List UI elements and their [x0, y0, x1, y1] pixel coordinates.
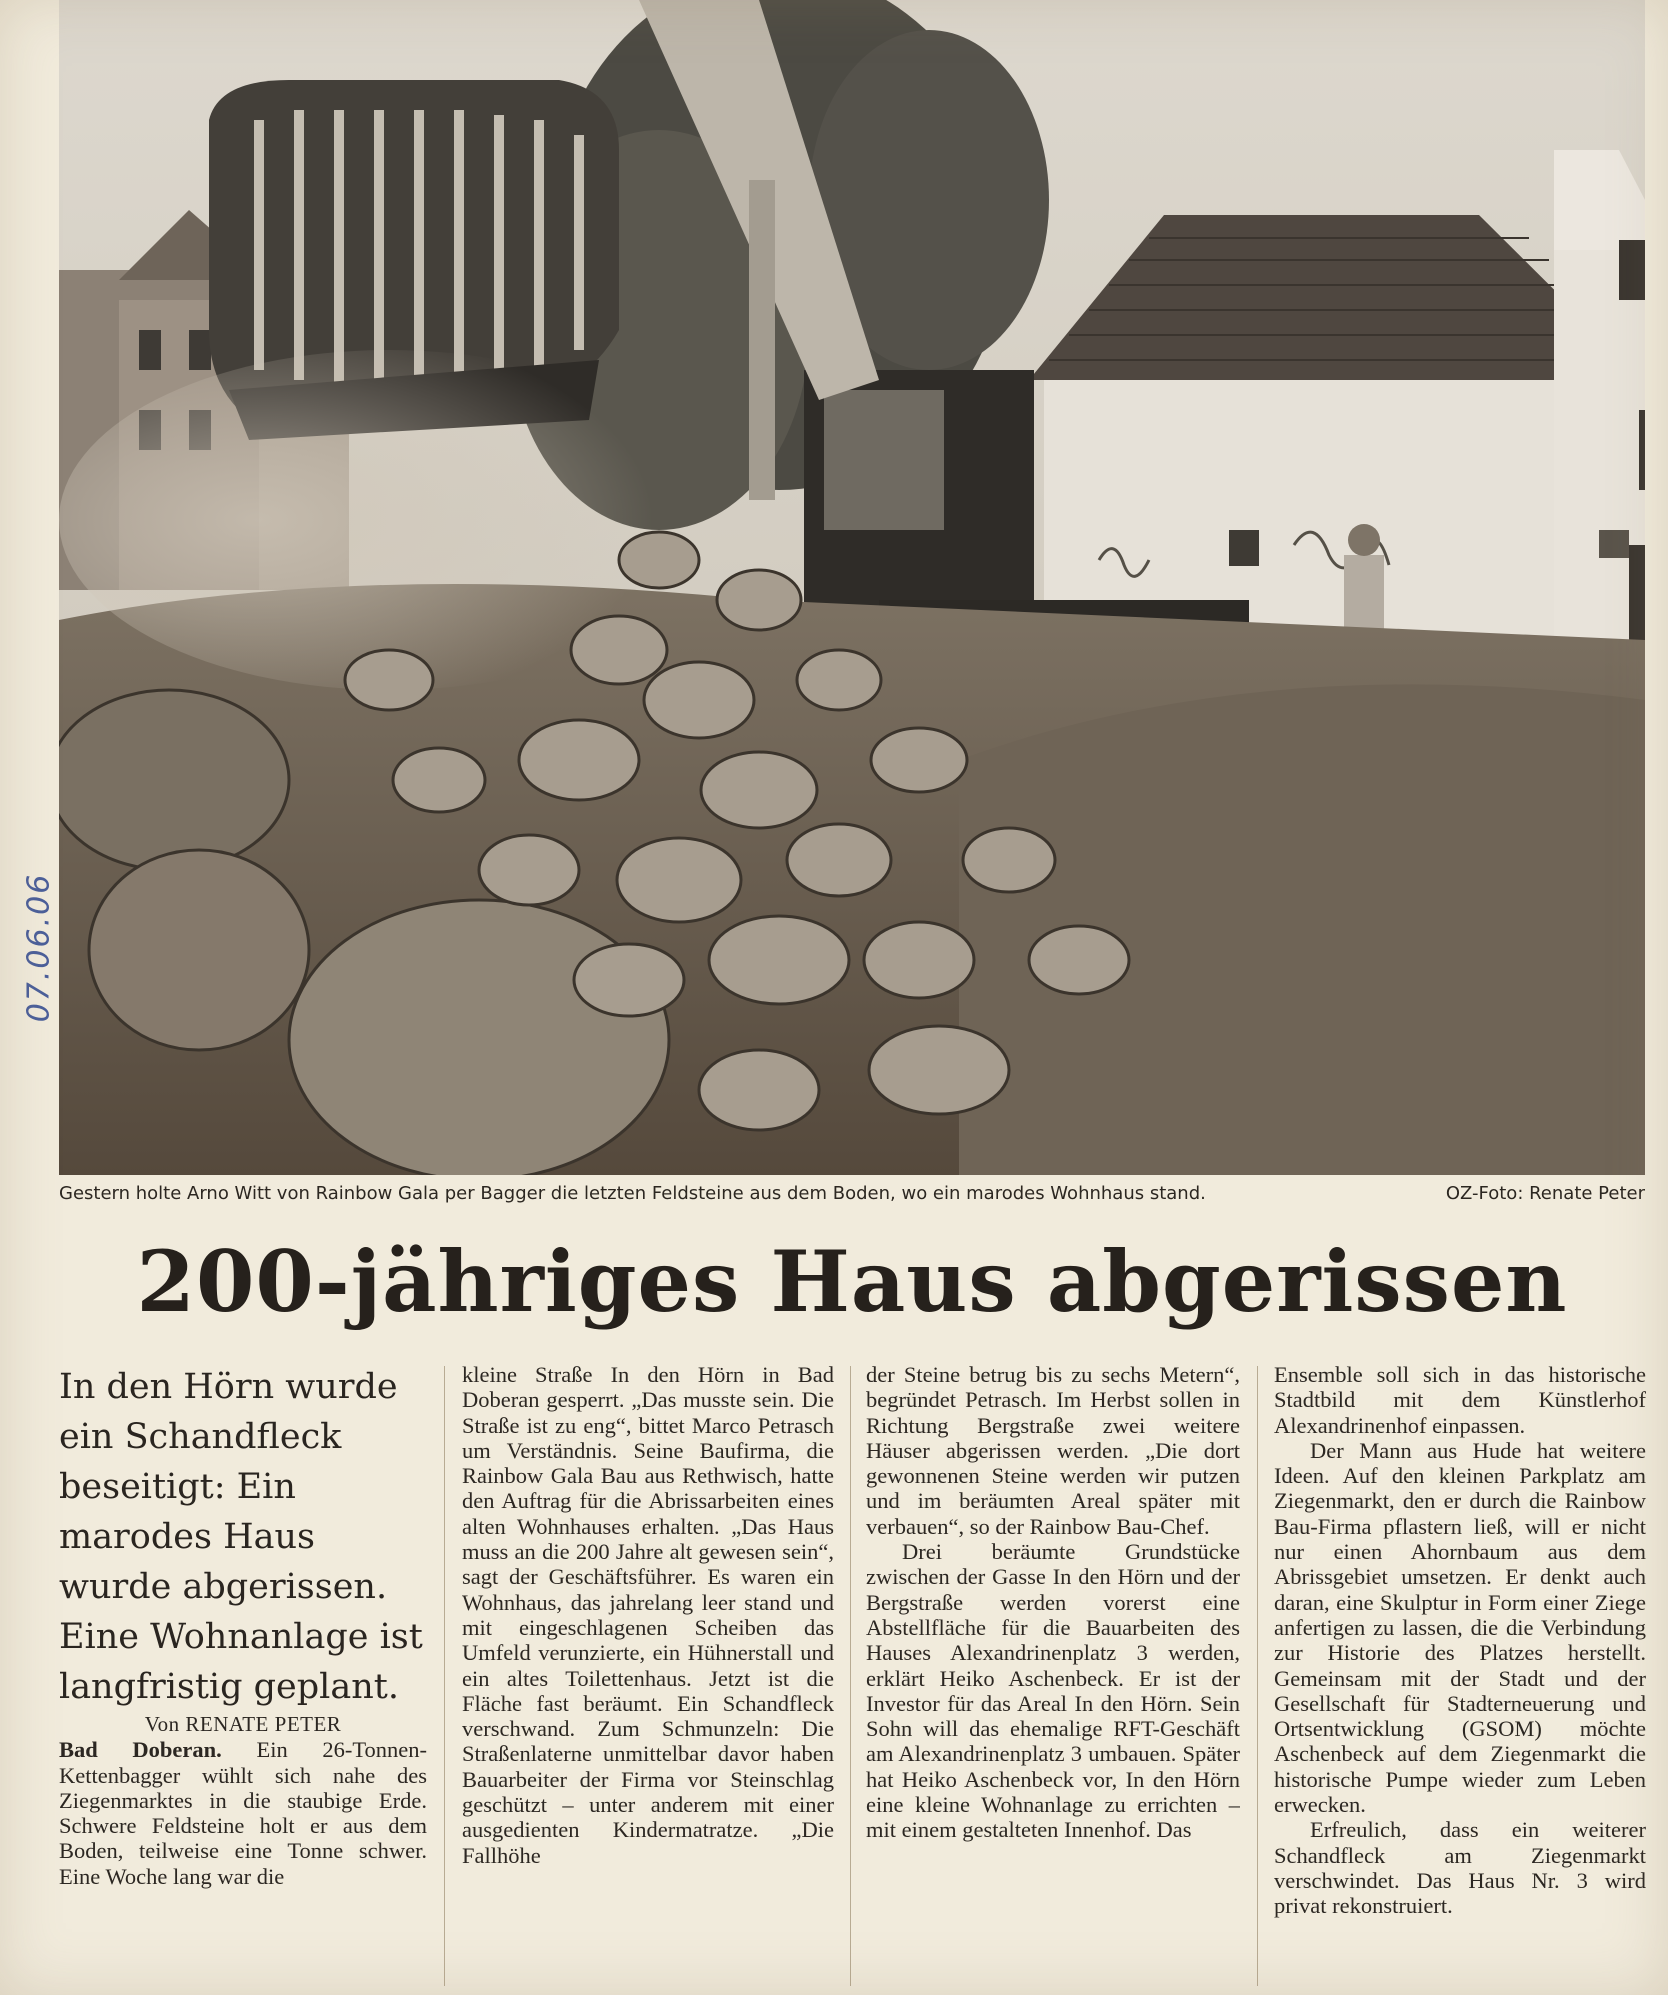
handwritten-date: [4, 860, 76, 1030]
byline: Von RENATE PETER: [144, 1712, 342, 1736]
body-paragraph: Ensemble soll sich in das historische Stadtbild mit dem Künstlerhof Alexandrinenhof einpassen.: [1274, 1362, 1646, 1438]
body-paragraph: Der Mann aus Hude hat weitere Ideen. Auf den kleinen Parkplatz am Ziegenmarkt, den er durch die Rainbow Bau-Firma pflastern ließ, will er nicht nur einen Ahornbaum aus dem Abrissgebiet umsetzen. Er denkt auch daran, eine Skulptur in Form einer Ziege anfertigen zu lassen, die die Verbindung zur Historie des Platzes herstellt. Gemeinsam mit der Stadt und der Gesellschaft für Stadterneuerung und Ortsentwicklung (GSOM) möchte Aschenbeck auf dem Ziegenmarkt die historische Pumpe wieder zum Leben erwecken.: [1274, 1437, 1646, 1818]
body-paragraph: Drei beräumte Grundstücke zwischen der Gasse In den Hörn und der Bergstraße werden vorerst eine Abstellfläche für die Bauarbeiten des Hauses Alexandrinenplatz 3 werden, erklärt Heiko Aschenbeck. Er ist der Investor für das Areal In den Hörn. Sein Sohn will das ehemalige RFT-Geschäft am Alexandrinenplatz 3 umbauen. Später hat Heiko Aschenbeck vor, In den Hörn eine kleine Wohnanlage zu errichten – mit einem gestalteten Innenhof. Das: [866, 1539, 1240, 1843]
photo-caption: [59, 1183, 1645, 1213]
column-divider: [444, 1366, 445, 1986]
news-photo: [59, 0, 1645, 1175]
body-paragraph: [59, 1737, 427, 1889]
photo-excavator-demolition-icon: [59, 0, 1645, 1175]
headline: 200-jähriges Haus abgerissen: [136, 1232, 1568, 1331]
column-3: [866, 1362, 1240, 1992]
handwritten-date-text: 07.06.06: [21, 872, 57, 1023]
column-1: [59, 1362, 427, 1992]
body-paragraph: der Steine betrug bis zu sechs Metern“, begründet Petrasch. Im Herbst sollen in Richtung Bergstraße zwei weitere Häuser abgerissen werden. „Die dort gewonnenen Steine werden wir putzen und im beräumten Areal später mit verbauen“, so der Rainbow Bau-Chef.: [866, 1362, 1240, 1539]
column-divider: [1257, 1366, 1258, 1986]
column-divider: [850, 1366, 851, 1986]
column-2: [462, 1362, 834, 1992]
photo-credit: OZ-Foto: Renate Peter: [1445, 1183, 1645, 1204]
caption-text: Gestern holte Arno Witt von Rainbow Gala per Bagger die letzten Feldsteine aus dem Boden, wo ein marodes Wohnhaus stand.: [59, 1183, 1206, 1204]
body-paragraph: kleine Straße In den Hörn in Bad Doberan gesperrt. „Das musste sein. Die Straße ist zu eng“, bittet Marco Petrasch um Verständnis. Seine Baufirma, die Rainbow Gala Bau aus Rethwisch, hatte den Auftrag für die Abrissarbeiten eines alten Wohnhauses erhalten. „Das Haus muss an die 200 Jahre alt gewesen sein“, sagt der Geschäftsführer. Es waren ein Wohnhaus, das jahrelang leer stand und mit eingeschlagenen Scheiben das Umfeld verunzierte, ein Hühnerstall und ein altes Toilettenhaus. Jetzt ist die Fläche fast beräumt. Ein Schandfleck verschwand. Zum Schmunzeln: Die Straßenlaterne unmittelbar davor haben Bauarbeiter der Firma vor Steinschlag geschützt – unter anderem mit einer ausgedienten Kindermatratze. „Die Fallhöhe: [462, 1362, 834, 1868]
body-paragraph: Erfreulich, dass ein weiterer Schandfleck am Ziegenmarkt verschwindet. Das Haus Nr. 3 wird privat rekonstruiert.: [1274, 1817, 1646, 1919]
column-4: [1274, 1362, 1646, 1992]
dateline: Bad Doberan.: [59, 1737, 222, 1763]
body-text: Ein 26-Tonnen-Kettenbagger wühlt sich nahe des Ziegenmarktes in die staubige Erde. Schwere Feldsteine holt er aus dem Boden, teilweise eine Tonne schwer. Eine Woche lang war die: [59, 1737, 427, 1889]
lead-paragraph: In den Hörn wurde ein Schandfleck beseitigt: Ein marodes Haus wurde abgerissen. Eine Wohnanlage ist langfristig geplant.: [59, 1367, 423, 1707]
